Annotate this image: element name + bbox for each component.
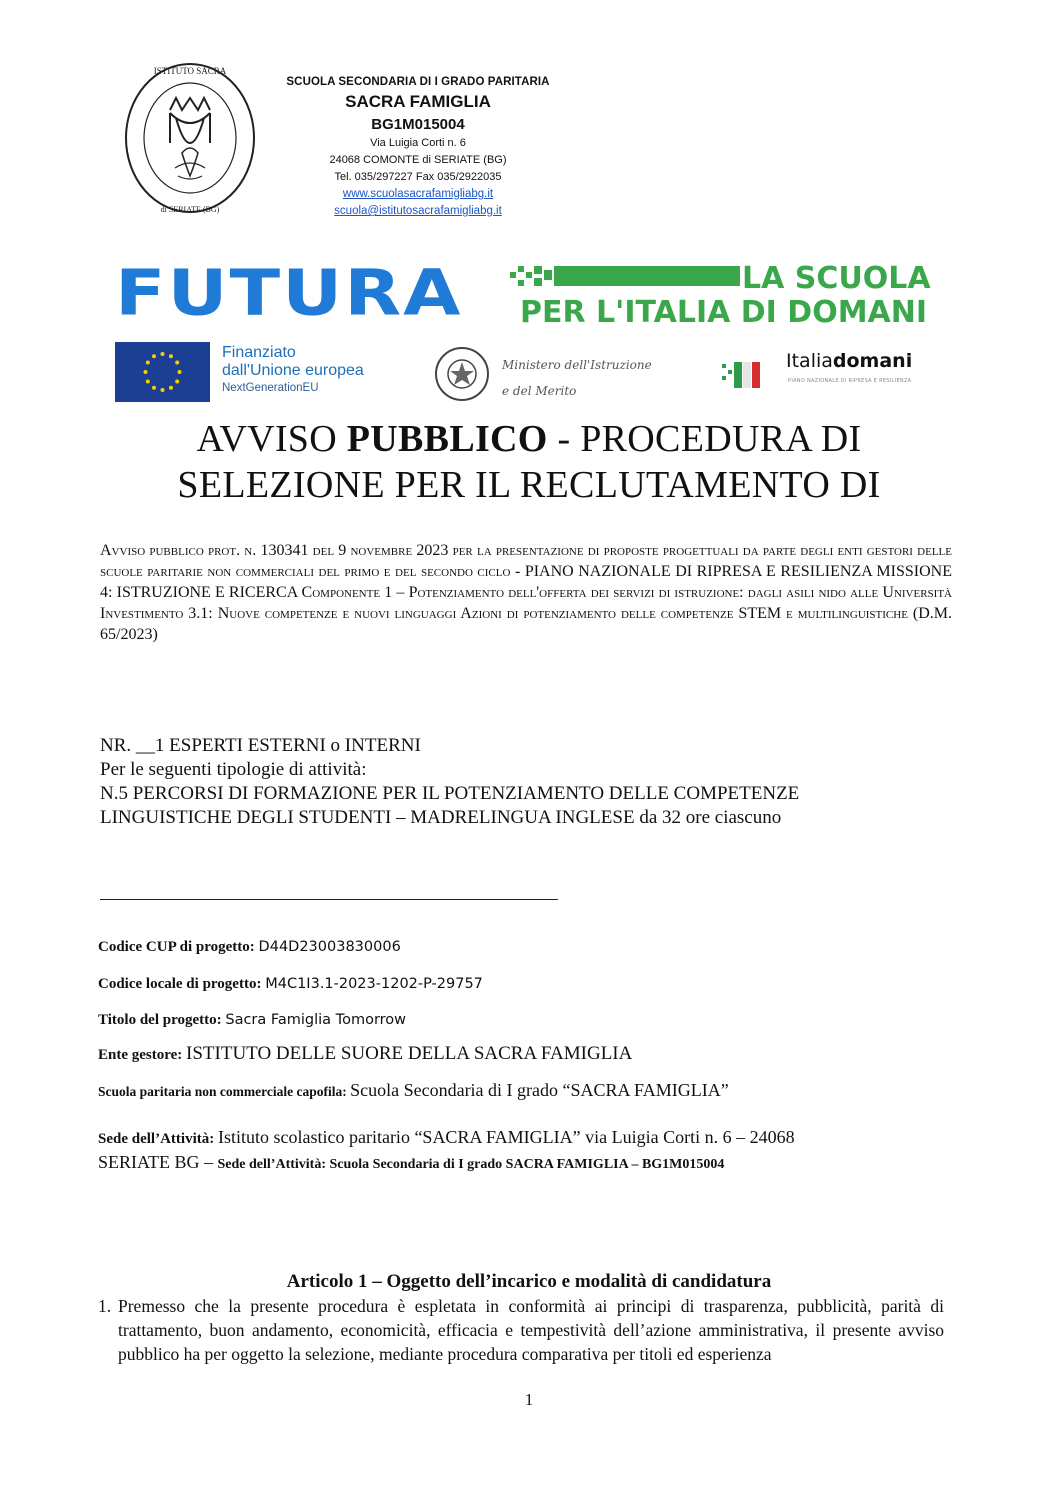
school-address-city: 24068 COMONTE di SERIATE (BG) <box>329 154 507 166</box>
school-name: SACRA FAMIGLIA <box>345 92 491 111</box>
italiadomani-part-a: Italia <box>786 350 833 372</box>
title-part-b: PUBBLICO <box>346 418 548 460</box>
eu-line1: Finanziato <box>222 344 296 361</box>
ministero-line2: e del Merito <box>502 384 577 398</box>
italiadomani-subtitle: PIANO NAZIONALE DI RIPRESA E RESILIENZA <box>788 378 912 384</box>
divider <box>100 899 558 900</box>
notice-description: Avviso pubblico prot. n. 130341 del 9 novembre 2023 per la presentazione di proposte progettuali da parte degli enti gestori delle scuole paritarie non commerciali del primo e del secondo ciclo - PIANO NAZIONALE DI RIPRESA E RESILIENZA MISSIONE 4: ISTRUZIONE E RICERCA Componente 1 – Potenziamento dell'offerta dei servizi di istruzione: dagli asili nido alle Università Investimento 3.1: Nuove competenze e nuovi linguaggi Azioni di potenziamento delle competenze STEM e multilinguistiche (D.M. 65/2023) <box>100 542 952 643</box>
meta-capofila <box>98 1080 978 1102</box>
local-code-value: M4C1I3.1-2023-1202-P-29757 <box>265 976 483 992</box>
eu-line3: NextGenerationEU <box>222 382 319 394</box>
school-code: BG1M015004 <box>371 116 465 133</box>
article-item-text: Premesso che la presente procedura è espletata in conformità ai principi di trasparenza, pubblicità, parità di trattamento, buon andamento, economicità, efficacia e tempestività dell’azione amministrativa, il presente avviso pubblico ha per oggetto la selezione, mediante procedura comparativa per titoli ed esperienza <box>118 1296 944 1364</box>
sede-value2: SERIATE BG – <box>98 1152 218 1172</box>
page-title <box>0 416 1058 508</box>
futura-logo: FUTURA <box>115 256 463 330</box>
sede-value: Istituto scolastico paritario “SACRA FAMIGLIA” via Luigia Corti n. 6 – 24068 <box>217 1127 795 1147</box>
school-type: SCUOLA SECONDARIA DI I GRADO PARITARIA <box>286 76 550 88</box>
school-website-link[interactable]: www.scuolasacrafamigliabg.it <box>342 188 494 200</box>
meta-local-code <box>98 974 978 994</box>
italian-republic-emblem-icon <box>432 344 492 404</box>
ente-value: ISTITUTO DELLE SUORE DELLA SACRA FAMIGLIA <box>186 1043 633 1064</box>
capofila-label: Scuola paritaria non commerciale capofila: <box>98 1084 351 1099</box>
positions-block <box>100 734 960 830</box>
cup-label: Codice CUP di progetto: <box>98 939 259 955</box>
sede-label2: Sede dell’Attività: Scuola Secondaria di I grado SACRA FAMIGLIA – BG1M015004 <box>217 1157 725 1172</box>
sede-label: Sede dell’Attività: <box>98 1131 218 1147</box>
positions-line4: LINGUISTICHE DEGLI STUDENTI – MADRELINGUA INGLESE da 32 ore ciascuno <box>100 807 782 828</box>
positions-line2: Per le seguenti tipologie di attività: <box>100 759 367 780</box>
ministero-line1: Ministero dell'Istruzione <box>502 358 652 372</box>
title-line2: SELEZIONE PER IL RECLUTAMENTO DI <box>177 464 881 506</box>
positions-line3: N.5 PERCORSI DI FORMAZIONE PER IL POTENZIAMENTO DELLE COMPETENZE <box>100 783 800 804</box>
svg-text:di SERIATE (BG): di SERIATE (BG) <box>160 205 220 214</box>
school-email-link[interactable]: scuola@istitutosacrafamigliabg.it <box>334 205 502 217</box>
positions-line1: NR. __1 ESPERTI ESTERNI o INTERNI <box>100 735 421 756</box>
meta-project-title <box>98 1010 978 1030</box>
project-title-label: Titolo del progetto: <box>98 1012 226 1028</box>
article-item <box>98 1294 944 1366</box>
italiadomani-logo <box>786 352 912 371</box>
local-code-label: Codice locale di progetto: <box>98 976 266 992</box>
school-header <box>268 76 568 217</box>
meta-sede <box>98 1126 978 1176</box>
project-title-value: Sacra Famiglia Tomorrow <box>225 1012 407 1028</box>
page-number: 1 <box>524 1390 534 1409</box>
school-seal-logo <box>120 58 260 218</box>
meta-cup <box>98 937 978 957</box>
eu-flag-icon <box>115 342 210 402</box>
article-item-number: 1. <box>98 1296 112 1316</box>
school-phone-fax: Tel. 035/297227 Fax 035/2922035 <box>334 171 502 183</box>
italiadomani-flag-icon <box>722 356 768 392</box>
svg-text:ISTITUTO SACRA: ISTITUTO SACRA <box>153 66 227 76</box>
article-title: Articolo 1 – Oggetto dell’incarico e modalità di candidatura <box>286 1271 772 1292</box>
meta-ente <box>98 1044 978 1065</box>
scuola-pixel-bar-icon <box>510 266 740 290</box>
ministero-logo-text <box>502 352 652 404</box>
title-part-c: - PROCEDURA DI <box>547 418 862 460</box>
ente-label: Ente gestore: <box>98 1047 187 1063</box>
scuola-line2: PER L'ITALIA DI DOMANI <box>520 295 928 330</box>
eu-line2: dall'Unione europea <box>222 362 364 379</box>
cup-value: D44D23003830006 <box>258 939 401 955</box>
capofila-value: Scuola Secondaria di I grado “SACRA FAMIGLIA” <box>350 1080 729 1100</box>
eu-funding-text <box>222 344 364 394</box>
italiadomani-part-b: domani <box>832 350 913 372</box>
title-part-a: AVVISO <box>196 418 347 460</box>
scuola-line1: LA SCUOLA <box>742 261 931 296</box>
school-address-street: Via Luigia Corti n. 6 <box>370 137 466 149</box>
